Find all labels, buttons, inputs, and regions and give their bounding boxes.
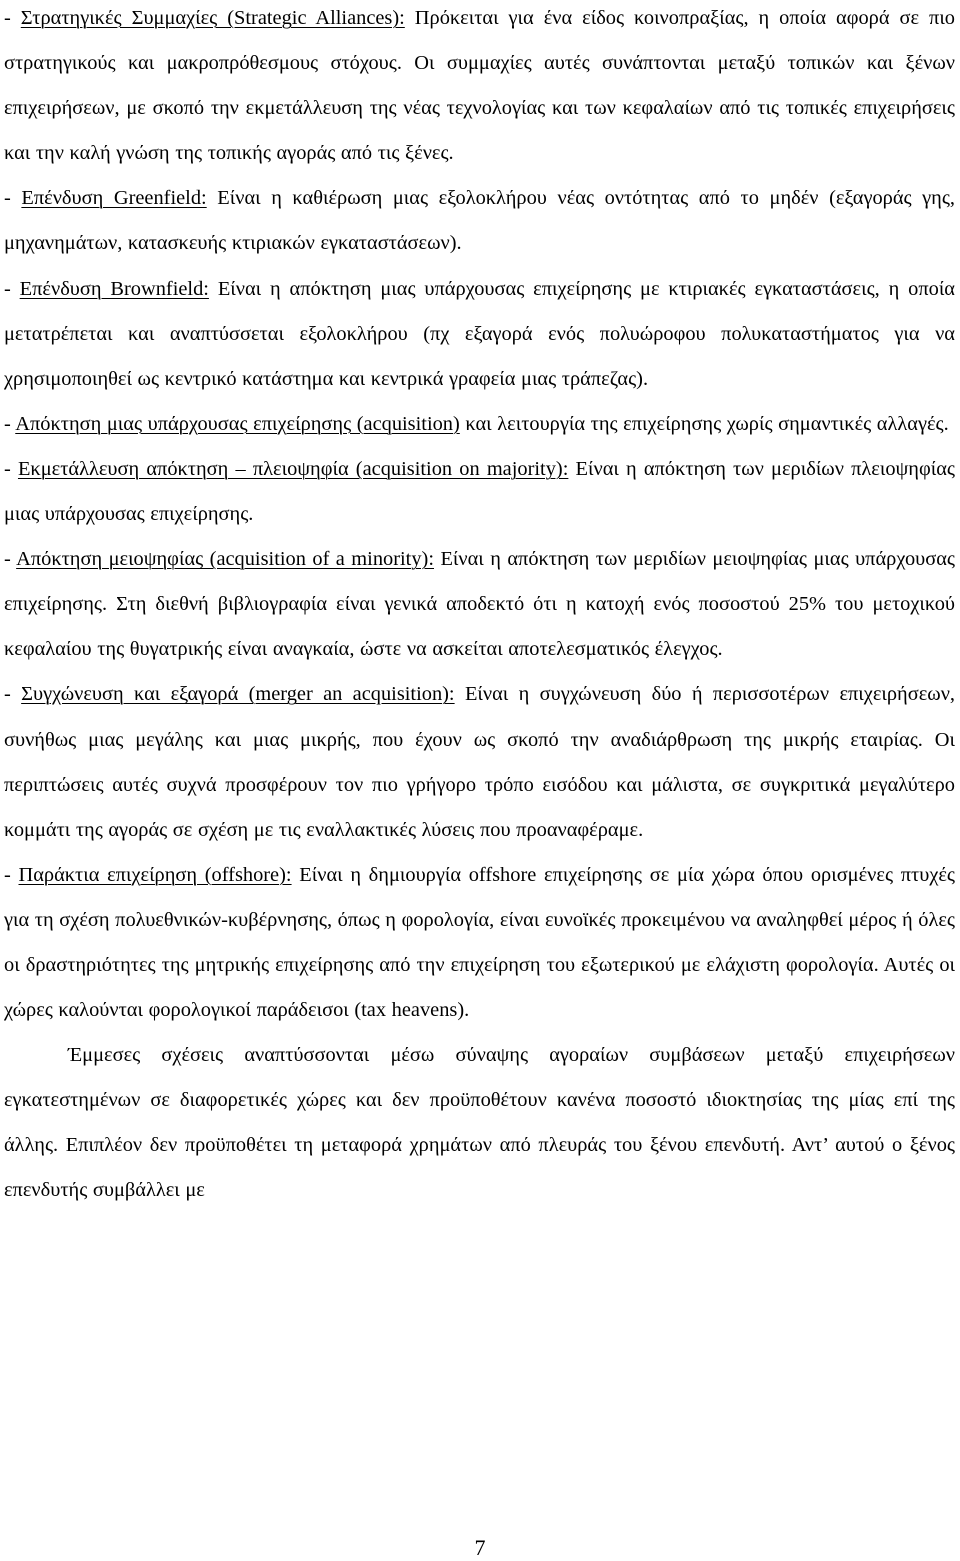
paragraph-text: Έμμεσες σχέσεις αναπτύσσονται μέσω σύναψης αγοραίων συμβάσεων μεταξύ επιχειρήσεων εγκατεστημένων σε διαφορετικές χώρες και δεν προϋποθέτουν κανένα ποσοστό ιδιοκτησίας της μίας επί της άλλης. Επιπλέον δεν προϋποθέτει τη μεταφορά χρημάτων από πλευράς του ξένου επενδυτή. Αντ’ αυτού ο ξένος επενδυτής συμβάλλει με (4, 1044, 955, 1202)
list-dash: - (4, 548, 17, 571)
paragraph-text: Πρόκειται για ένα είδος κοινοπραξίας, η οποία αφορά σε πιο στρατηγικούς και μακροπρόθεσμους στόχους. Οι συμμαχίες αυτές συνάπτονται μεταξύ τοπικών και ξένων επιχειρήσεων, με σκοπό την εκμετάλλευση της νέας τεχνολογίας και των κεφαλαίων από τις τοπικές επιχειρήσεις και την καλή γνώση της τοπικής αγοράς από τις ξένες. (4, 7, 955, 165)
list-dash: - (4, 187, 22, 210)
list-dash: - (4, 863, 19, 886)
paragraph-text: Είναι η δημιουργία offshore επιχείρησης σε μία χώρα όπου ορισμένες πτυχές για τη σχέση πολυεθνικών-κυβέρνησης, όπως η φορολογία, είναι ευνοϊκές προκειμένου να αναληφθεί μέρος ή όλες οι δραστηριότητες της μητρικής επιχείρησης από την επιχείρηση του εξωτερικού με ελάχιστη φορολογία. Αυτές οι χώρες καλούνται φορολογικοί παράδεισοι (tax heavens). (4, 863, 956, 1022)
term-acquisition-minority: Απόκτηση μειοψηφίας (acquisition of a minority): (16, 548, 434, 571)
paragraph-text: Είναι η απόκτηση μιας υπάρχουσας επιχείρησης με κτιριακές εγκαταστάσεις, η οποία μετατρέπεται και αναπτύσσεται εξολοκλήρου (πχ εξαγορά ενός πολυώροφου πολυκαταστήματος για να χρησιμοποιηθεί ως κεντρικό κατάστημα και κεντρικά γραφεία μιας τράπεζας). (4, 277, 955, 390)
page-number: 7 (474, 1535, 486, 1560)
list-dash: - (4, 683, 22, 706)
paragraph-text: Είναι η απόκτηση των μεριδίων πλειοψηφίας μιας υπάρχουσας επιχείρησης. (4, 457, 955, 526)
list-dash: - (4, 7, 21, 29)
paragraph-brownfield (4, 267, 955, 402)
paragraph-text: Είναι η συγχώνευση δύο ή περισσοτέρων επιχειρήσεων, συνήθως μιας μεγάλης και μιας μικρής, που έχουν ως σκοπό την αναδιάρθρωση της μικρής εταιρίας. Οι περιπτώσεις αυτές συχνά προσφέρουν τον πιο γρήγορο τρόπο εισόδου και μάλιστα, σε συγκριτικά μεγαλύτερο κομμάτι της αγοράς σε σχέση με τις εναλλακτικές λύσεις που προαναφέραμε. (4, 683, 956, 841)
paragraph-indirect-relations (4, 1033, 955, 1213)
paragraph-acquisition-majority (4, 447, 955, 537)
paragraph-merger-acquisition (4, 672, 955, 852)
term-greenfield: Επένδυση Greenfield: (21, 187, 207, 210)
term-brownfield: Επένδυση Brownfield: (19, 277, 209, 300)
paragraph-acquisition (4, 402, 955, 447)
list-dash: - (4, 412, 16, 435)
paragraph-text: Είναι η καθιέρωση μιας εξολοκλήρου νέας οντότητας από το μηδέν (εξαγοράς γης, μηχανημάτων, κατασκευής κτιριακών εγκαταστάσεων). (4, 187, 956, 255)
paragraph-offshore (4, 853, 955, 1033)
term-offshore: Παράκτια επιχείρηση (offshore): (18, 863, 292, 886)
list-dash: - (4, 457, 18, 480)
paragraph-text: Είναι η απόκτηση των μεριδίων μειοψηφίας μιας υπάρχουσας επιχείρησης. Στη διεθνή βιβλιογραφία είναι γενικά αποδεκτό ότι η κατοχή ενός ποσοστού 25% του μετοχικού κεφαλαίου της θυγατρικής είναι αναγκαία, ώστε να ασκείται αποτελεσματικός έλεγχος. (4, 548, 955, 661)
term-strategic-alliances: Στρατηγικές Συμμαχίες (Strategic Alliances): (20, 7, 405, 29)
paragraph-greenfield (4, 176, 955, 266)
term-acquisition-majority: Εκμετάλλευση απόκτηση – πλειοψηφία (acquisition on majority): (17, 457, 569, 480)
paragraph-text: και λειτουργία της επιχείρησης χωρίς σημαντικές αλλαγές. (459, 412, 949, 435)
term-acquisition: Απόκτηση μιας υπάρχουσας επιχείρησης (acquisition) (15, 412, 460, 435)
list-dash: - (4, 277, 20, 300)
paragraph-strategic-alliances (4, 0, 955, 176)
paragraph-acquisition-minority (4, 537, 955, 672)
term-merger-acquisition: Συγχώνευση και εξαγορά (merger an acquisition): (21, 683, 455, 706)
document-body (4, 0, 955, 1214)
